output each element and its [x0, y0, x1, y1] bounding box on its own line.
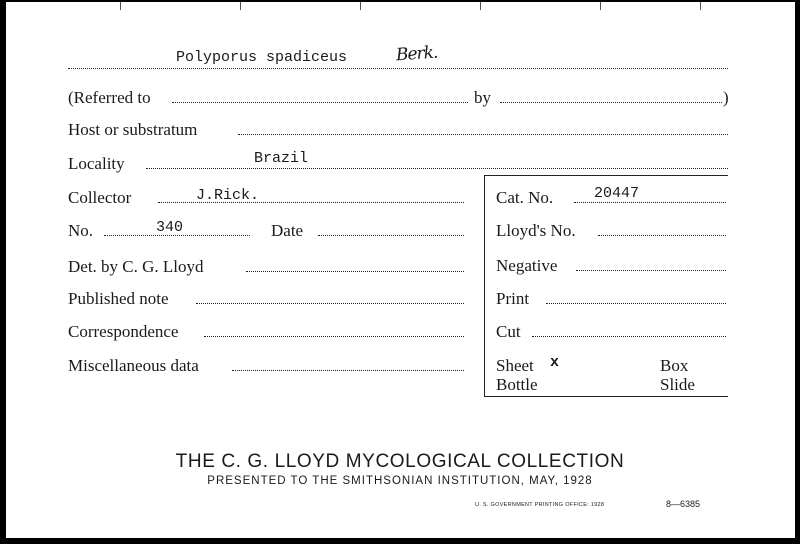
negative-line — [576, 270, 726, 271]
date-line — [318, 235, 464, 236]
catalog-box-top — [484, 175, 728, 176]
locality-value: Brazil — [254, 150, 309, 167]
misc-line — [232, 370, 464, 371]
by-line — [500, 102, 722, 103]
published-label: Published note — [68, 289, 169, 308]
close-paren: ) — [723, 88, 729, 107]
collection-title: THE C. G. LLOYD MYCOLOGICAL COLLECTION — [175, 451, 625, 472]
catalog-box-left — [484, 175, 485, 396]
correspondence-line — [204, 336, 464, 337]
number-value: 340 — [156, 219, 184, 236]
host-line — [238, 134, 728, 135]
published-line — [196, 303, 464, 304]
collection-subtitle: PRESENTED TO THE SMITHSONIAN INSTITUTION, MAY, 1928 — [207, 475, 593, 487]
correspondence-label: Correspondence — [68, 322, 179, 341]
form-code: 8—6385 — [666, 499, 701, 509]
negative-label: Negative — [496, 256, 558, 275]
by-label: by — [474, 88, 491, 107]
perforation-tick — [120, 2, 121, 10]
cut-label: Cut — [496, 322, 521, 341]
author-handwritten: Berk. — [395, 42, 439, 66]
lloyds-no-label: Lloyd's No. — [496, 221, 576, 240]
locality-line — [146, 168, 728, 169]
number-label: No. — [68, 221, 94, 240]
specimen-name: Polyporus spadiceus — [176, 49, 348, 66]
date-label: Date — [271, 221, 304, 240]
perforation-tick — [480, 2, 481, 10]
bottle-label: Bottle — [496, 375, 538, 394]
misc-label: Miscellaneous data — [68, 356, 199, 375]
print-label: Print — [496, 289, 530, 308]
cat-no-label: Cat. No. — [496, 188, 554, 207]
sheet-mark: x — [550, 354, 560, 371]
referred-to-label: (Referred to — [68, 88, 151, 107]
printer-line: U. S. GOVERNMENT PRINTING OFFICE: 1928 — [475, 502, 605, 508]
cut-line — [532, 336, 726, 337]
perforation-tick — [360, 2, 361, 10]
locality-label: Locality — [68, 154, 125, 173]
print-line — [546, 303, 726, 304]
det-line — [246, 271, 464, 272]
perforation-tick — [240, 2, 241, 10]
specimen-name-line — [68, 68, 728, 69]
slide-label: Slide — [660, 375, 695, 394]
catalog-box-bottom — [484, 396, 728, 397]
collector-label: Collector — [68, 188, 132, 207]
box-label: Box — [660, 356, 689, 375]
collector-value: J.Rick. — [196, 187, 260, 204]
host-label: Host or substratum — [68, 120, 198, 139]
referred-to-line — [172, 102, 468, 103]
det-label: Det. by C. G. Lloyd — [68, 257, 204, 276]
cat-no-value: 20447 — [594, 185, 640, 202]
sheet-label: Sheet — [496, 356, 534, 375]
lloyds-no-line — [598, 235, 726, 236]
perforation-tick — [600, 2, 601, 10]
perforation-tick — [700, 2, 701, 10]
scan-edge-bottom — [0, 538, 800, 544]
